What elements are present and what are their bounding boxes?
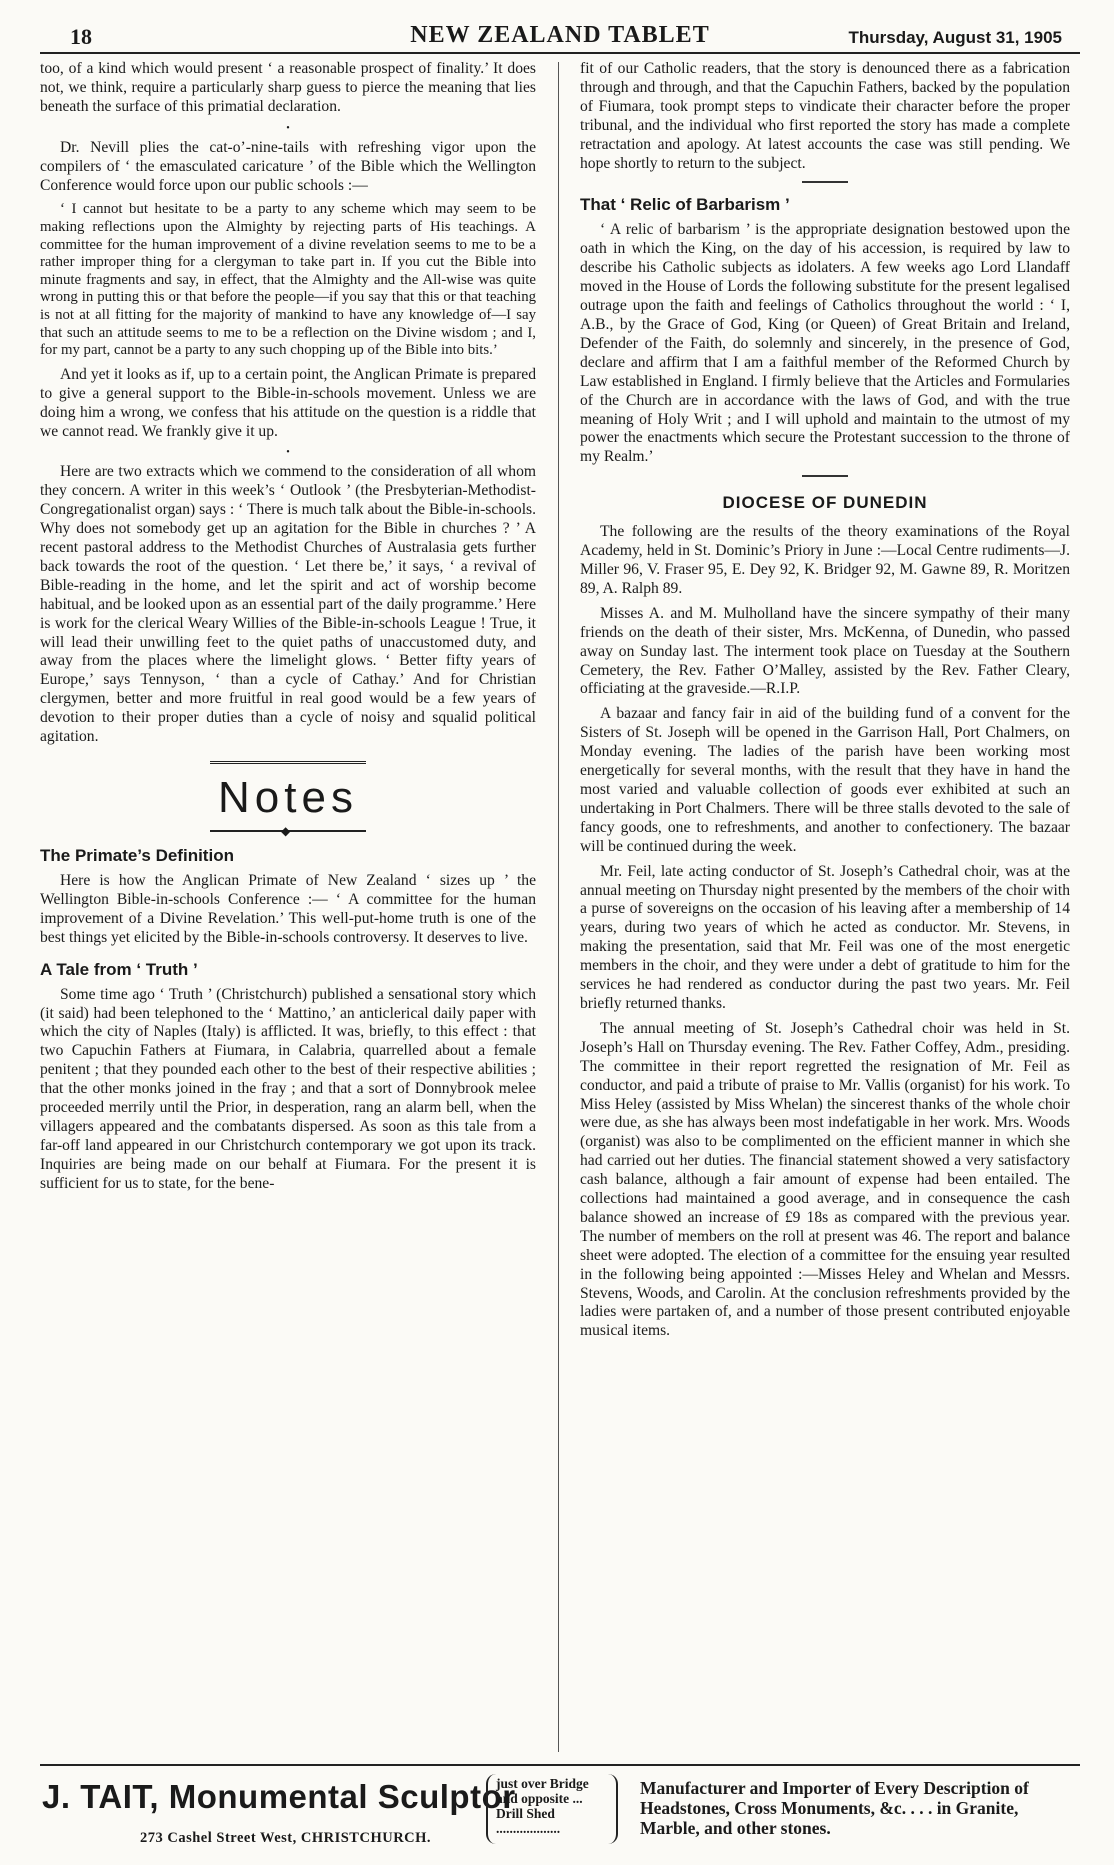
exam-results-paragraph: The following are the results of the theory examinations of the Royal Academy, held in St. Dominic’s Priory in June :—Local Centre rudiments—J. Miller 96, V. Fraser 95, E. Dey 92, K. Bridger 92, M. Gawne 89, R. Moritzen 89, A. Ralph 89. bbox=[580, 523, 1070, 597]
advert-address: 273 Cashel Street West, CHRISTCHURCH. bbox=[140, 1830, 432, 1846]
section-rule bbox=[802, 181, 848, 183]
nevill-paragraph: Dr. Nevill plies the cat-o’-nine-tails with refreshing vigor upon the compilers of ‘ the emasculated caricature ’ of the Bible which the Wellington Conference would force upon our public schools :— bbox=[40, 138, 536, 194]
diocese-of-dunedin-heading: DIOCESE OF DUNEDIN bbox=[722, 493, 928, 513]
masthead-rule bbox=[40, 52, 1080, 54]
bazaar-paragraph: A bazaar and fancy fair in aid of the building fund of a convent for the Sisters of St. Joseph will be opened in the Garrison Hall, Port Chalmers, on Monday evening. The ladies of the parish have been working most energetically for several months, with the result that they have in hand the most varied and valuable collection of goods ever exhibited at such an undertaking in Port Chalmers. There will be three stalls devoted to the sale of fancy goods, one to refreshments, and another to confectionery. The bazaar will be continued during the week. bbox=[580, 705, 1070, 855]
tale-from-truth-heading: A Tale from ‘ Truth ’ bbox=[40, 959, 198, 979]
mulholland-paragraph: Misses A. and M. Mulholland have the sincere sympathy of their many friends on the death of their sister, Mrs. McKenna, of Dunedin, who passed away on Sunday last. The interment took place on Tuesday at the Southern Cemetery, the Rev. Father O’Malley, assisted by the Rev. Father Cleary, officiating at the graveside.—R.I.P. bbox=[580, 604, 1070, 698]
extracts-paragraph: Here are two extracts which we commend to the consideration of all whom they concern. A writer in this week’s ‘ Outlook ’ (the Presbyterian-Methodist-Congregationalist organ) says : ‘ There is much talk about the Bible-in-schools. Why does not somebody get up an agitation for the Bible in churches ? ’ A recent pastoral address to the Methodist Churches of Australasia gets further back towards the root of the question. ‘ Let there be,’ it says, ‘ a revival of Bible-reading in the home, and let the spirit and act of worship become habitual, and be looked upon as an essential part of the daily programme.’ Here is work for the clerical Weary Willies of the Bible-in-schools League ! True, it will lead their unwilling feet to the quiet paths of unaccustomed duty, and away from the places where the limelight glows. ‘ Better fifty years of Europe,’ says Tennyson, ‘ than a cycle of Cathay.’ And for Christian clergymen, better and more fruitful in real good would be a few years of devotion to their proper duties than a cycle of noisy and squalid political agitation. bbox=[40, 463, 536, 746]
right-column bbox=[580, 60, 1070, 1347]
definition-paragraph: Here is how the Anglican Primate of New Zealand ‘ sizes up ’ the Wellington Bible-in-schools Conference :— ‘ A committee for the human improvement of a Divine Revelation.’ This well-put-home truth is one of the best things yet elicited by the Bible-in-schools controversy. It deserves to live. bbox=[40, 872, 536, 946]
advert-location-line: and opposite ... bbox=[496, 1791, 583, 1806]
advert-description: Manufacturer and Importer of Every Description of Headstones, Cross Monuments, &c. . . . in Granite, Marble, and other stones. bbox=[640, 1778, 1029, 1838]
advert-location-line: Drill Shed bbox=[496, 1806, 555, 1821]
section-bullet: • bbox=[286, 447, 290, 459]
advert-business-name: J. TAIT, Monumental Sculptor bbox=[42, 1778, 516, 1815]
advert-location-note bbox=[486, 1774, 618, 1844]
diamond-ornament-icon: ◆ bbox=[281, 824, 291, 838]
section-bullet: • bbox=[286, 122, 290, 134]
relic-of-barbarism-heading: That ‘ Relic of Barbarism ’ bbox=[580, 195, 790, 215]
notes-rule-top bbox=[210, 761, 366, 764]
truth-continuation-paragraph: fit of our Catholic readers, that the story is denounced there as a fabrication through and through, and that the Capuchin Fathers, backed by the population of Fiumara, took prompt steps to vindicate their character before the proper tribunal, and the individual who first reported the story has made a complete retractation and apology. At latest accounts the case was still pending. We hope shortly to return to the subject. bbox=[580, 60, 1070, 172]
notes-rule-bottom bbox=[210, 824, 366, 838]
publication-title: NEW ZEALAND TABLET bbox=[410, 22, 710, 48]
left-column bbox=[40, 60, 536, 1200]
section-rule bbox=[802, 475, 848, 477]
primate-definition-heading: The Primate’s Definition bbox=[40, 846, 234, 865]
relic-paragraph: ‘ A relic of barbarism ’ is the appropriate designation bestowed upon the oath in which the King, on the day of his accession, is required by law to describe his Catholic subjects as idolaters. A few weeks ago Lord Llandaff moved in the House of Lords the following substitute for the present legalised outrage upon the faith and feelings of Catholics throughout the world : ‘ I, A.B., by the Grace of God, King (or Queen) of Great Britain and Ireland, Defender of the Faith, do solemnly and sincerely, in the presence of God, declare and affirm that I am a faithful member of the Reformed Church by Law established in England. I firmly believe that the Articles and Formularies of the Church are in accordance with the laws of God, and with the true meaning of Holy Writ ; and I will uphold and maintain to the utmost of my power the enactments which secure the Protestant succession to the throne of my Realm.’ bbox=[580, 221, 1070, 466]
footer-rule bbox=[40, 1764, 1080, 1766]
choir-meeting-paragraph: The annual meeting of St. Joseph’s Cathedral choir was held in St. Joseph’s Hall on Thursday evening. The Rev. Father Coffey, Adm., presiding. The committee in their report regretted the resignation of Mr. Feil as conductor, and paid a tribute of praise to Mr. Vallis (organist) for his work. To Miss Heley (assisted by Miss Whelan) the sincerest thanks of the whole choir were due, as she has always been most indefatigable in her work. Mrs. Woods (organist) was also to be complimented on the efficient manner in which she had carried out her duties. The financial statement showed a very satisfactory cash balance, although a fair amount of expense had been entailed. The collections had maintained a good average, and in consequence the cash balance showed an increase of £9 18s as compared with the previous year. The number of members on the roll at present was 46. The report and balance sheet were adopted. The election of a committee for the ensuing year resulted in the following being appointed :—Misses Heley and Whelan and Messrs. Stevens, Woods, and Carolin. At the conclusion refreshments provided by the ladies were partaken of, and a number of those present contributed enjoyable musical items. bbox=[580, 1019, 1070, 1340]
page-number: 18 bbox=[70, 24, 92, 49]
issue-date: Thursday, August 31, 1905 bbox=[848, 28, 1062, 47]
truth-paragraph: Some time ago ‘ Truth ’ (Christchurch) published a sensational story which (it said) had been telephoned to the ‘ Mattino,’ an anticlerical daily paper with which the city of Naples (Italy) is afflicted. It was, briefly, to this effect : that two Capuchin Fathers at Fiumara, in Calabria, quarrelled about a female penitent ; that they pounded each other to the best of their respective abilities ; that the other monks joined in the fray ; and that a sort of Donnybrook melee proceeded merrily until the Prior, in desperation, rang an alarm bell, when the villagers appeared and the combatants dispersed. As soon as this tale from a far-off land appeared in our Christchurch contemporary we got upon its track. Inquiries are being made on our behalf at Fiumara. For the present it is sufficient for us to state, for the bene- bbox=[40, 985, 536, 1192]
nevill-quote: ‘ I cannot but hesitate to be a party to any scheme which may seem to be making reflections upon the Almighty by rejecting parts of His teachings. A committee for the human improvement of a divine revelation seems to me to be a rather improper thing for a clergyman to take part in. If you cut the Bible into minute fragments and say, in effect, that the Almighty and the All-wise was quite wrong in putting this or that before the people—if you say that this or that teaching is not at all fitting for the majority of mankind to have any knowledge of—I say that such an attitude seems to me to be a reflection on the Divine wisdom ; and I, for my part, cannot be a party to any such chopping up of the Bible into bits.’ bbox=[40, 201, 536, 359]
advert-location-line: ................... bbox=[496, 1821, 561, 1836]
notes-banner bbox=[40, 761, 536, 838]
primate-paragraph: And yet it looks as if, up to a certain point, the Anglican Primate is prepared to give a general support to the Bible-in-schools movement. Unless we are doing him a wrong, we confess that his attitude on the question is a riddle that we cannot read. We frankly give it up. bbox=[40, 365, 536, 440]
feil-paragraph: Mr. Feil, late acting conductor of St. Joseph’s Cathedral choir, was at the annual meeting on Thursday night presented by the members of the choir with a purse of sovereigns on the occasion of his leaving after a membership of 14 years, during two years of which he acted as conductor. Mr. Stevens, in making the presentation, said that Mr. Feil was one of the most energetic members in the choir, and they were under a debt of gratitude to him for the services he had rendered as conductor during the past two years. Mr. Feil briefly returned thanks. bbox=[580, 862, 1070, 1012]
intro-paragraph: too, of a kind which would present ‘ a reasonable prospect of finality.’ It does not, we think, require a particularly sharp guess to pierce the meaning that lies beneath the surface of this primatial declaration. bbox=[40, 60, 536, 115]
masthead bbox=[40, 22, 1080, 56]
notes-title: Notes bbox=[218, 773, 358, 822]
advert-location-line: just over Bridge bbox=[496, 1776, 589, 1791]
column-divider bbox=[558, 62, 559, 1752]
